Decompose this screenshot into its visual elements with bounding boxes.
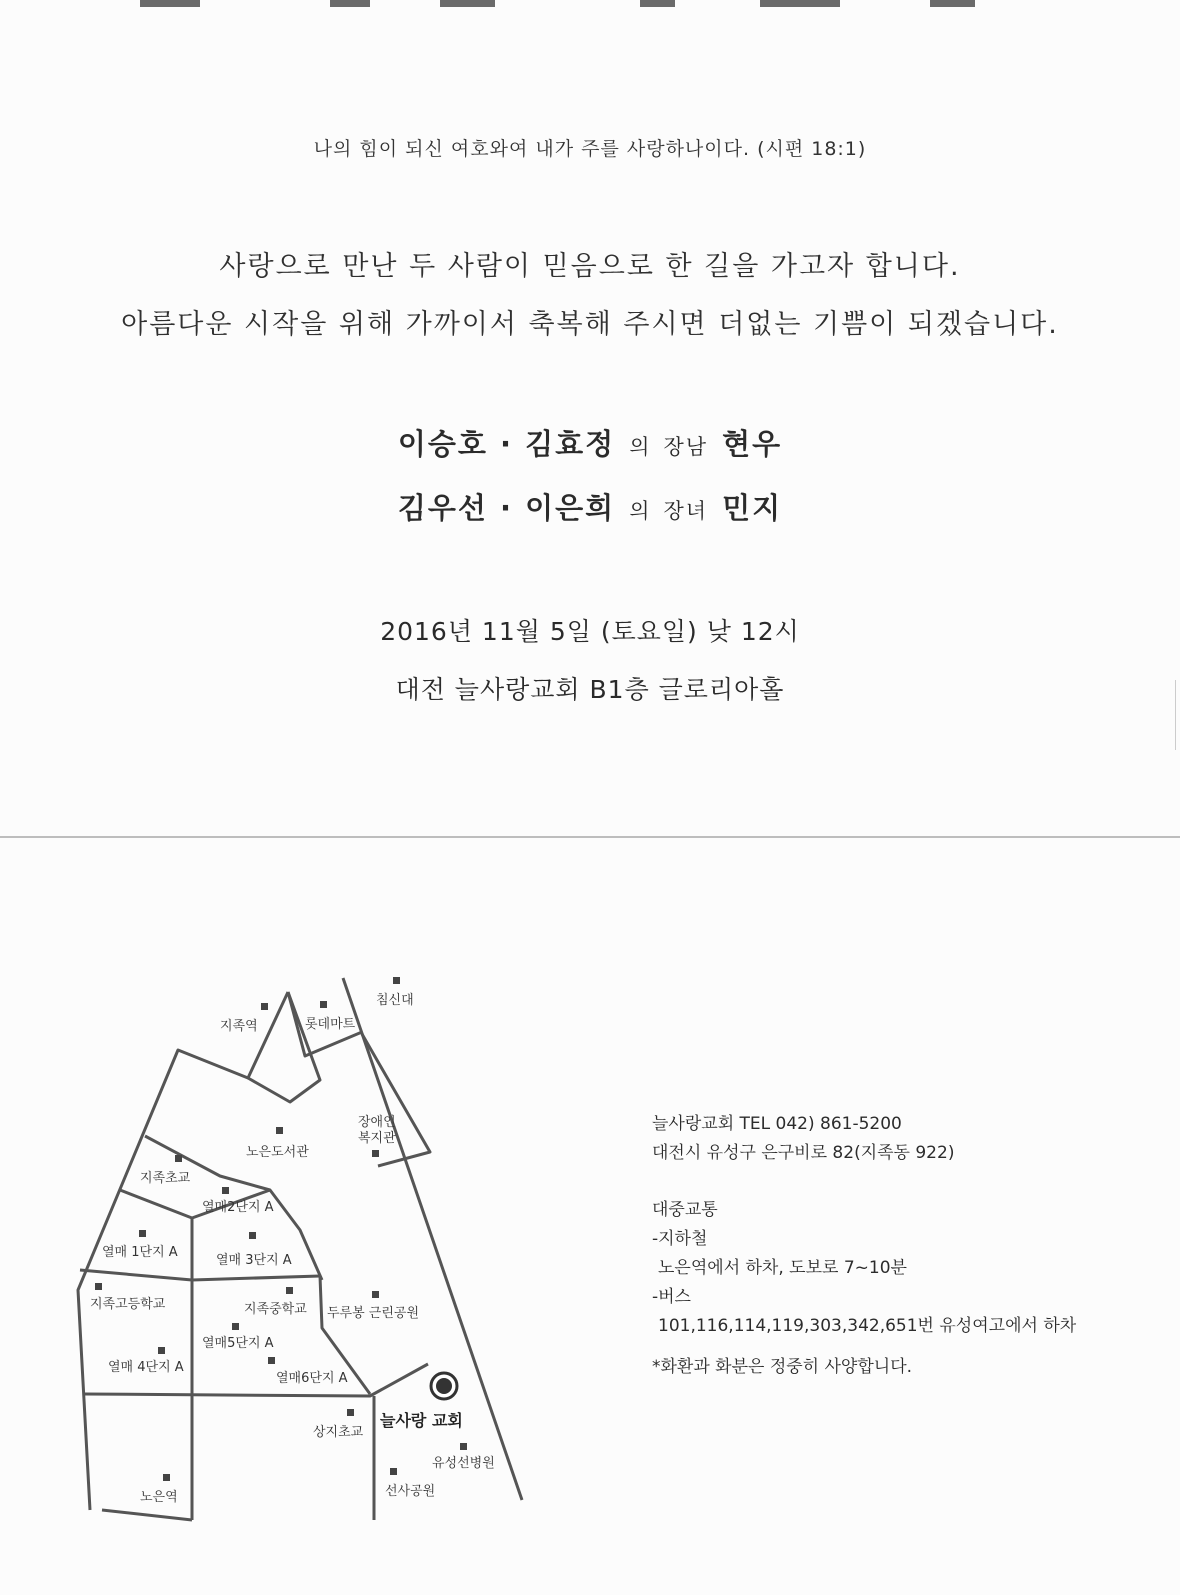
map-label-jijok-station: 지족역 <box>220 1019 258 1034</box>
map-label-welfare-1: 장애인 <box>358 1115 396 1130</box>
bus-label: -버스 <box>652 1287 691 1307</box>
groom-of: 의 <box>629 435 654 459</box>
map-label-sangji-elem: 상지초교 <box>313 1425 364 1440</box>
invitation-message-line-1: 사랑으로 만난 두 사람이 믿음으로 한 길을 가고자 합니다. <box>219 251 961 282</box>
church-info <box>652 1110 1152 1382</box>
subway-label: -지하철 <box>652 1229 708 1249</box>
map-label-lotte-mart: 롯데마트 <box>305 1017 356 1032</box>
transit-title: 대중교통 <box>652 1200 718 1220</box>
map-label-yeolmae5: 열매5단지 A <box>202 1336 274 1351</box>
bride-family <box>0 486 1180 527</box>
invitation-message-line-2: 아름다운 시작을 위해 가까이서 축복해 주시면 더없는 기쁨이 되겠습니다. <box>121 309 1059 340</box>
map-label-seonsa-park: 선사공원 <box>385 1484 436 1499</box>
church-address: 대전시 유성구 은구비로 82(지족동 922) <box>652 1143 955 1163</box>
map-label-yeolmae6: 열매6단지 A <box>276 1371 348 1386</box>
scan-top-strip <box>0 0 1180 14</box>
groom-name: 현우 <box>722 427 783 461</box>
map-label-durubong-park: 두루봉 근린공원 <box>327 1306 420 1321</box>
subway-directions: 노은역에서 하차, 도보로 7~10분 <box>658 1258 907 1278</box>
map-label-noeun-library: 노은도서관 <box>246 1145 309 1160</box>
map-label-yeolmae3: 열매 3단지 A <box>216 1253 292 1268</box>
groom-parents: 이승호 · 김효정 <box>397 427 616 461</box>
paper-edge-mark <box>1175 680 1176 750</box>
map-label-noeun-station: 노은역 <box>140 1490 178 1505</box>
map-label-jijok-middle: 지족중학교 <box>244 1302 307 1317</box>
groom-relation: 장남 <box>663 435 709 459</box>
event-datetime: 2016년 11월 5일 (토요일) 낮 12시 <box>380 617 800 646</box>
bride-of: 의 <box>629 499 654 523</box>
map-label-jijok-elem: 지족초교 <box>140 1171 191 1186</box>
bible-verse: 나의 힘이 되신 여호와여 내가 주를 사랑하나이다. (시편 18:1) <box>313 138 867 160</box>
map-label-welfare-2: 복지관 <box>358 1131 396 1146</box>
bride-name: 민지 <box>722 491 783 525</box>
map-label-yeolmae2: 열매2단지 A <box>202 1200 274 1215</box>
bride-relation: 장녀 <box>663 499 709 523</box>
bus-directions: 101,116,114,119,303,342,651번 유성여고에서 하차 <box>658 1316 1077 1336</box>
map-label-jijok-high: 지족고등학교 <box>90 1297 166 1312</box>
map-label-chimsindae: 침신대 <box>376 993 414 1008</box>
map-label-church: 늘사랑 교회 <box>380 1411 463 1430</box>
groom-family <box>0 422 1180 463</box>
church-tel: 늘사랑교회 TEL 042) 861-5200 <box>652 1114 902 1134</box>
card-fold-line <box>0 836 1180 838</box>
map-label-yeolmae1: 열매 1단지 A <box>102 1245 178 1260</box>
map-label-yuseong-hospital: 유성선병원 <box>432 1456 495 1471</box>
map-label-yeolmae4: 열매 4단지 A <box>108 1360 184 1375</box>
location-map <box>70 960 540 1560</box>
flower-note: *화환과 화분은 정중히 사양합니다. <box>652 1357 913 1377</box>
event-venue: 대전 늘사랑교회 B1층 글로리아홀 <box>395 675 785 704</box>
bride-parents: 김우선 · 이은희 <box>397 491 616 525</box>
